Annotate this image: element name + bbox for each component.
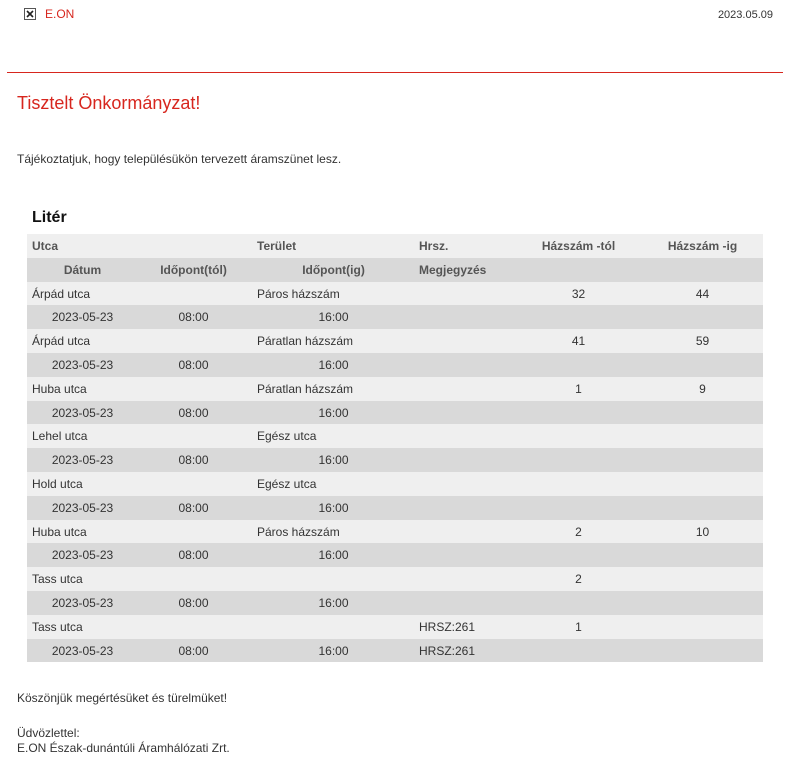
- column-header-time-from: [160, 262, 227, 277]
- cell-house-from: [575, 381, 582, 396]
- outage-table: [27, 234, 763, 662]
- table-row-detail: [27, 543, 763, 567]
- cell-date: [51, 405, 114, 420]
- column-header-street: Utca: [32, 239, 59, 253]
- table-row: [27, 520, 763, 544]
- cell-note: HRSZ:261: [419, 643, 476, 658]
- cell-house-to-value: 9: [699, 381, 706, 396]
- cell-date-value: 2023-05-23: [51, 310, 114, 325]
- column-header-date-label: Dátum: [63, 262, 102, 277]
- cell-time-to: [318, 357, 349, 372]
- cell-time-from: [178, 548, 209, 563]
- cell-time-from: [178, 310, 209, 325]
- table-body: [27, 282, 763, 663]
- regards-text: Üdvözlettel:: [17, 726, 80, 740]
- table-row: [27, 377, 763, 401]
- cell-date-value: 2023-05-23: [51, 500, 114, 515]
- cell-time-to-value: 16:00: [318, 357, 349, 372]
- table-subheader-row: [27, 258, 763, 282]
- column-header-house-to-label: Házszám -ig: [667, 239, 738, 253]
- cell-house-from: [575, 572, 582, 587]
- cell-time-to: [318, 310, 349, 325]
- cell-house-from: [571, 334, 586, 349]
- cell-house-from: [575, 619, 582, 634]
- cell-time-to: [318, 548, 349, 563]
- table-row-detail: [27, 639, 763, 663]
- table-row: [27, 329, 763, 353]
- cell-date-value: 2023-05-23: [51, 643, 114, 658]
- cell-date-value: 2023-05-23: [51, 548, 114, 563]
- cell-time-to: [318, 453, 349, 468]
- cell-house-from: [571, 286, 586, 301]
- cell-time-to-value: 16:00: [318, 548, 349, 563]
- table-row-detail: [27, 496, 763, 520]
- cell-date-value: 2023-05-23: [51, 453, 114, 468]
- cell-house-to-value: 44: [695, 286, 710, 301]
- cell-area: Egész utca: [257, 429, 317, 444]
- cell-house-to: [699, 381, 706, 396]
- table-row-detail: [27, 353, 763, 377]
- email-header: [0, 0, 792, 40]
- cell-house-from-value: 2: [575, 572, 582, 587]
- cell-time-from: [178, 595, 209, 610]
- cell-street: Tass utca: [32, 572, 83, 587]
- cell-house-from-value: 41: [571, 334, 586, 349]
- header-date: 2023.05.09: [717, 9, 773, 21]
- table-row-detail: [27, 591, 763, 615]
- cell-date-value: 2023-05-23: [51, 405, 114, 420]
- column-header-house-from-label: Házszám -tól: [541, 239, 616, 253]
- brand-link[interactable]: E.ON: [45, 7, 75, 21]
- cell-street: Lehel utca: [32, 429, 88, 444]
- cell-time-from: [178, 405, 209, 420]
- cell-street: Árpád utca: [32, 286, 91, 301]
- cell-street: Árpád utca: [32, 334, 91, 349]
- table-row: [27, 424, 763, 448]
- cell-house-to-value: 59: [695, 334, 710, 349]
- cell-house-from-value: 1: [575, 381, 582, 396]
- cell-time-to-value: 16:00: [318, 405, 349, 420]
- cell-area: Páros házszám: [257, 286, 340, 301]
- cell-house-from-value: 32: [571, 286, 586, 301]
- cell-house-to: [695, 524, 710, 539]
- cell-date: [51, 595, 114, 610]
- cell-date-value: 2023-05-23: [51, 357, 114, 372]
- greeting-heading: Tisztelt Önkormányzat!: [17, 93, 201, 113]
- table-row-detail: [27, 305, 763, 329]
- intro-text: Tájékoztatjuk, hogy településükön tervezett áramszünet lesz.: [17, 152, 342, 166]
- cell-area: Páratlan házszám: [257, 334, 354, 349]
- cell-time-to-value: 16:00: [318, 310, 349, 325]
- broken-image-icon: [24, 8, 36, 20]
- cell-time-from: [178, 500, 209, 515]
- cell-date: [51, 453, 114, 468]
- cell-time-to: [318, 500, 349, 515]
- cell-time-from: [178, 453, 209, 468]
- cell-date: [51, 357, 114, 372]
- cell-house-to: [695, 334, 710, 349]
- cell-time-to: [318, 405, 349, 420]
- column-header-area: Terület: [257, 239, 297, 253]
- column-header-house-from: [541, 239, 616, 253]
- column-header-note: Megjegyzés: [419, 262, 487, 277]
- cell-area: Páros házszám: [257, 524, 340, 539]
- header-divider: [7, 72, 783, 73]
- cell-house-to: [695, 286, 710, 301]
- cell-time-from: [178, 643, 209, 658]
- cell-area: Egész utca: [257, 476, 317, 491]
- column-header-time-from-label: Időpont(tól): [160, 262, 227, 277]
- cell-time-to: [318, 595, 349, 610]
- column-header-hrsz: Hrsz.: [419, 239, 449, 253]
- cell-time-from-value: 08:00: [178, 500, 209, 515]
- cell-time-from-value: 08:00: [178, 405, 209, 420]
- cell-date-value: 2023-05-23: [51, 595, 114, 610]
- cell-time-from-value: 08:00: [178, 595, 209, 610]
- cell-area: Páratlan házszám: [257, 381, 354, 396]
- cell-date: [51, 643, 114, 658]
- cell-time-from: [178, 357, 209, 372]
- town-heading: Litér: [32, 209, 67, 226]
- cell-house-to-value: 10: [695, 524, 710, 539]
- column-header-time-to-label: Időpont(ig): [302, 262, 365, 277]
- cell-time-from-value: 08:00: [178, 453, 209, 468]
- table-header-row: [27, 234, 763, 258]
- table-row-detail: [27, 448, 763, 472]
- cell-house-from: [575, 524, 582, 539]
- cell-time-from-value: 08:00: [178, 357, 209, 372]
- cell-hrsz: HRSZ:261: [419, 619, 476, 634]
- column-header-date: [63, 262, 102, 277]
- cell-street: Hold utca: [32, 476, 83, 491]
- table-row: [27, 472, 763, 496]
- table-row-detail: [27, 401, 763, 425]
- cell-time-from-value: 08:00: [178, 310, 209, 325]
- cell-date: [51, 548, 114, 563]
- thanks-text: Köszönjük megértésüket és türelmüket!: [17, 691, 228, 705]
- company-signature: E.ON Észak-dunántúli Áramhálózati Zrt.: [17, 741, 230, 755]
- table-row: [27, 282, 763, 306]
- table-row: [27, 615, 763, 639]
- cell-time-to-value: 16:00: [318, 500, 349, 515]
- column-header-house-to: [667, 239, 738, 253]
- cell-house-from-value: 1: [575, 619, 582, 634]
- cell-street: Tass utca: [32, 619, 83, 634]
- cell-time-to: [318, 643, 349, 658]
- cell-date: [51, 310, 114, 325]
- column-header-time-to: [302, 262, 365, 277]
- table-row: [27, 567, 763, 591]
- cell-street: Huba utca: [32, 381, 87, 396]
- cell-time-to-value: 16:00: [318, 453, 349, 468]
- cell-time-to-value: 16:00: [318, 595, 349, 610]
- cell-time-from-value: 08:00: [178, 548, 209, 563]
- cell-time-to-value: 16:00: [318, 643, 349, 658]
- cell-time-from-value: 08:00: [178, 643, 209, 658]
- cell-date: [51, 500, 114, 515]
- cell-street: Huba utca: [32, 524, 87, 539]
- cell-house-from-value: 2: [575, 524, 582, 539]
